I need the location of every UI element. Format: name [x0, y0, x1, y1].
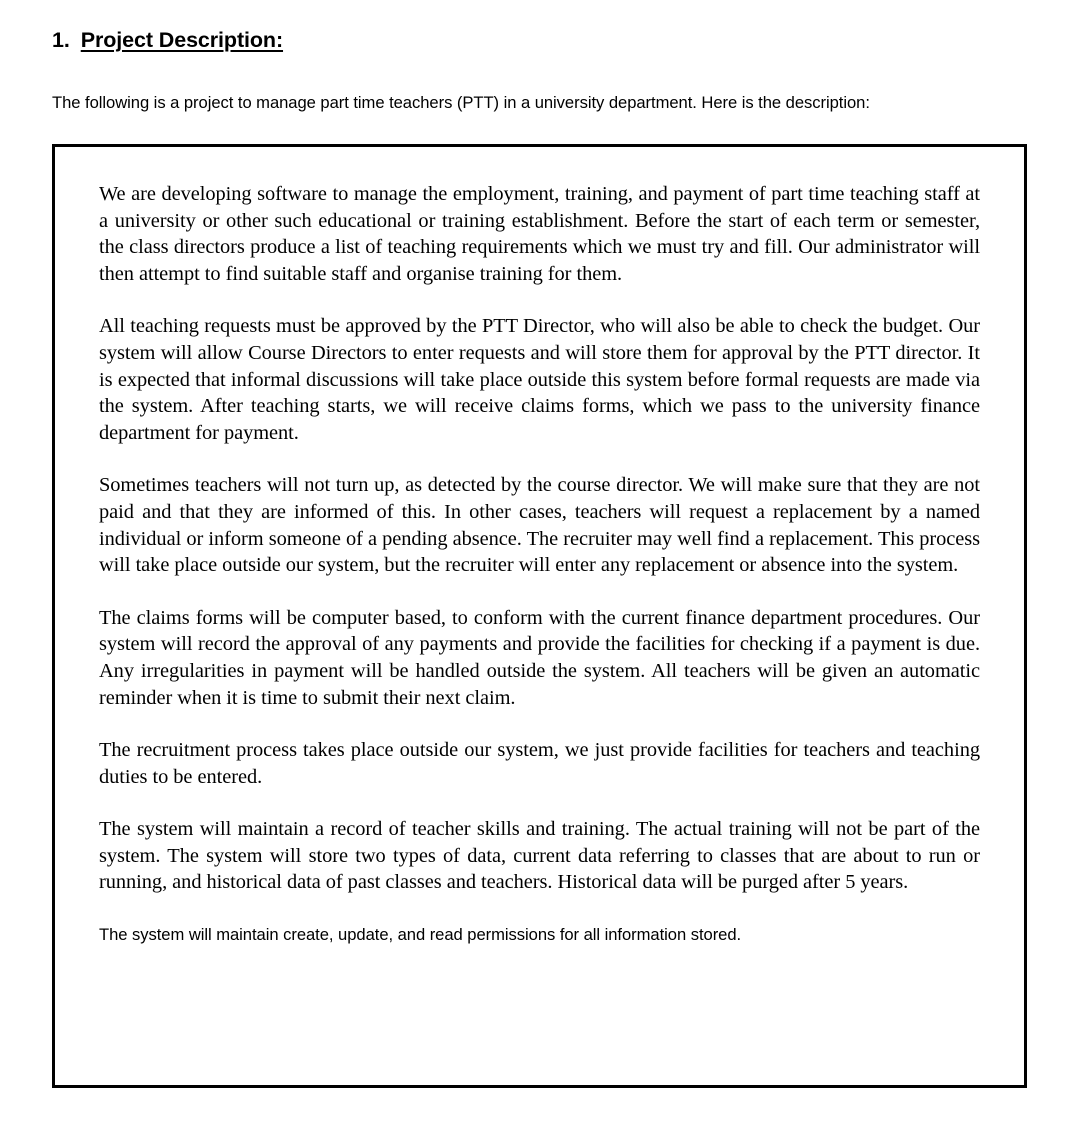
description-paragraph-5: The recruitment process takes place outside our system, we just provide facilities for teachers and teaching duties to be entered. [99, 739, 980, 788]
description-paragraph-6: The system will maintain a record of teacher skills and training. The actual training will not be part of the system. The system will store two types of data, current data referring to classes that are about to run or running, and historical data of past classes and teachers. Historical data will be purged after 5 years. [99, 818, 980, 894]
description-paragraph-4: The claims forms will be computer based, to conform with the current finance department procedures. Our system will record the approval of any payments and provide the facilities for checking if a payment is due. Any irregularities in payment will be handled outside the system. All teachers will be given an automatic reminder when it is time to submit their next claim. [99, 606, 980, 709]
description-paragraph-1: We are developing software to manage the employment, training, and payment of part time teaching staff at a university or other such educational or training establishment. Before the start of each term or semester, the class directors produce a list of teaching requirements which we must try and fill. Our administrator will then attempt to find suitable staff and organise training for them. [99, 183, 980, 285]
description-paragraph-3: Sometimes teachers will not turn up, as detected by the course director. We will make sure that they are not paid and that they are informed of this. In other cases, teachers will request a replacement by a named individual or inform someone of a pending absence. The recruiter may well find a replacement. This process will take place outside our system, but the recruiter will enter any replacement or absence into the system. [99, 474, 980, 577]
page-title [52, 27, 1012, 53]
section-title: Project Description: [80, 28, 284, 52]
section-number: 1. [52, 28, 70, 52]
description-paragraph-2: All teaching requests must be approved by the PTT Director, who will also be able to check the budget. Our system will allow Course Directors to enter requests and will store them for approval by the PTT director. It is expected that informal discussions will take place outside this system before formal requests are made via the system. After teaching starts, we will receive claims forms, which we pass to the university finance department for payment. [99, 315, 980, 444]
description-box-content [99, 181, 980, 948]
description-box [52, 144, 1027, 1088]
description-paragraph-7: The system will maintain create, update, and read permissions for all information stored. [99, 925, 742, 945]
intro-paragraph: The following is a project to manage part time teachers (PTT) in a university department. Here is the description: [52, 92, 870, 112]
